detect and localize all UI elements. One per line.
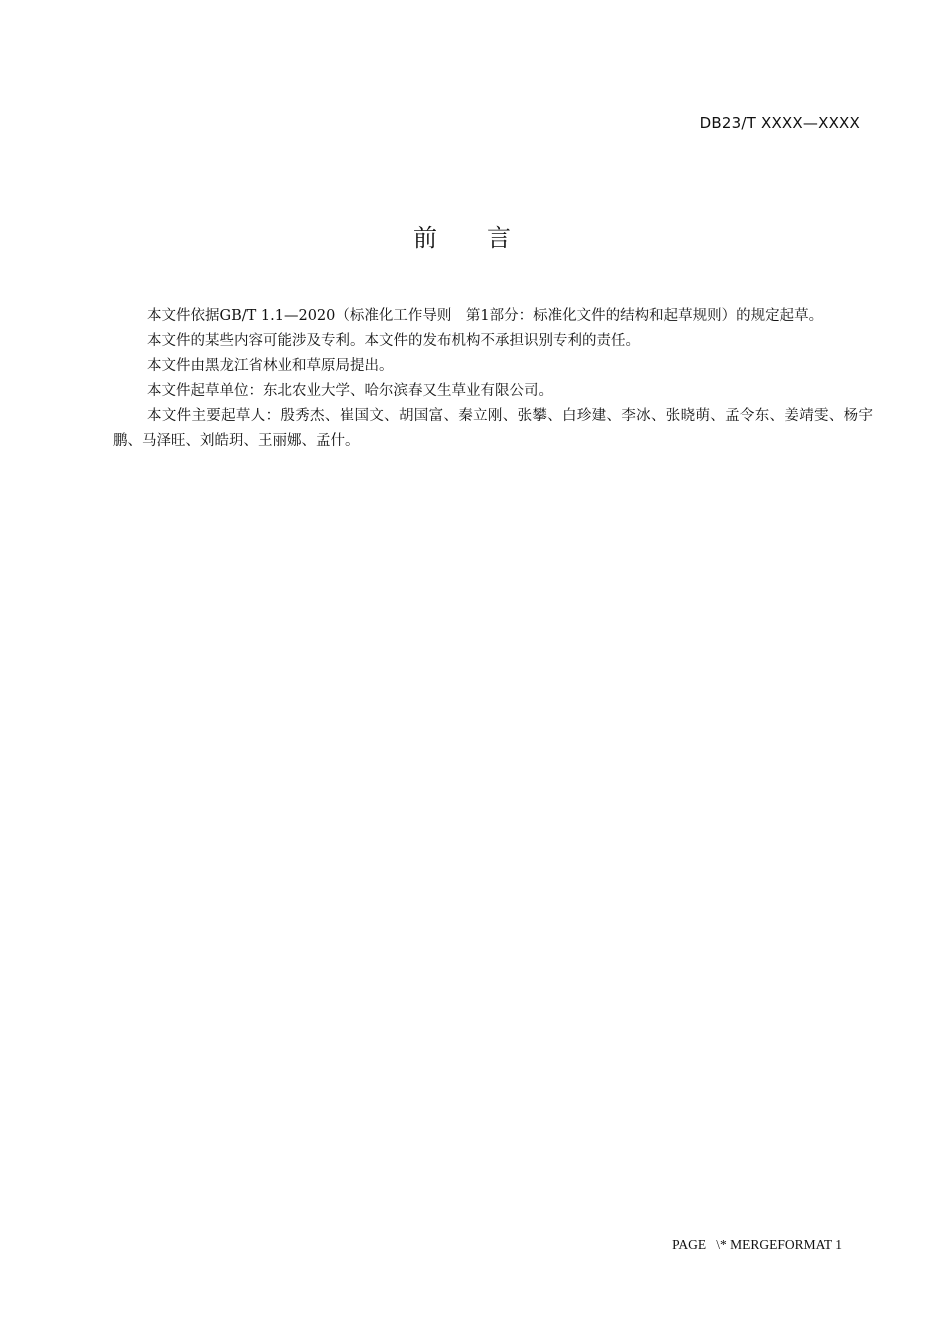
page-number-field: PAGE \* MERGEFORMAT 1 bbox=[672, 1237, 842, 1252]
paragraph-standard-basis: 本文件依据GB/T 1.1—2020（标准化工作导则 第1部分：标准化文件的结构和起草规则）的规定起草。 bbox=[147, 308, 824, 324]
preface-title: 前言 bbox=[413, 224, 561, 252]
paragraph-proposer: 本文件由黑龙江省林业和草原局提出。 bbox=[147, 358, 394, 374]
document-code: DB23/T XXXX—XXXX bbox=[699, 114, 860, 132]
paragraph-drafting-units: 本文件起草单位：东北农业大学、哈尔滨春又生草业有限公司。 bbox=[147, 383, 553, 399]
paragraph-drafters: 本文件主要起草人：殷秀杰、崔国文、胡国富、秦立刚、张攀、白珍建、李冰、张晓萌、孟令东、姜靖雯、杨宇鹏、马泽旺、刘皓玥、王丽娜、孟什。 bbox=[113, 408, 873, 449]
preface-body bbox=[113, 304, 873, 454]
paragraph-patent-notice: 本文件的某些内容可能涉及专利。本文件的发布机构不承担识别专利的责任。 bbox=[147, 333, 640, 349]
